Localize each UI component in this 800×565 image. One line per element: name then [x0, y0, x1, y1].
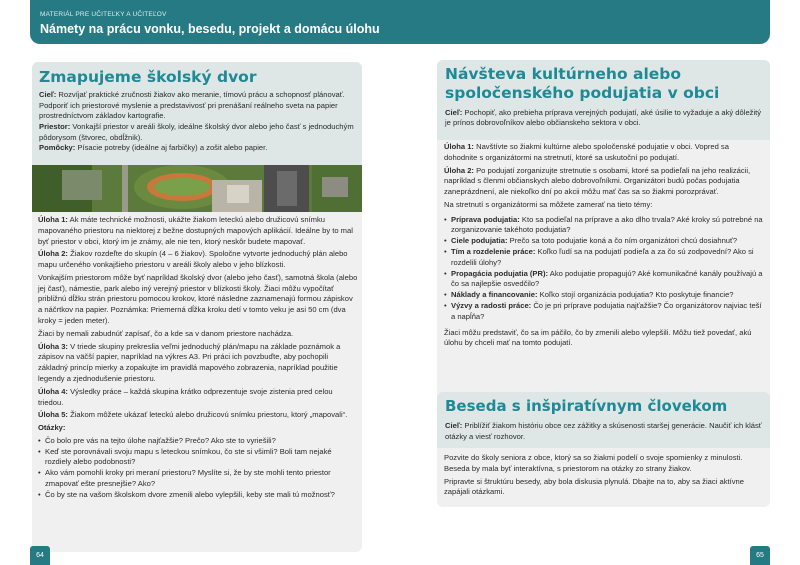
event-intro: Na stretnutí s organizátormi sa môžete zamerať na tieto témy: [444, 199, 653, 209]
task-2: Úloha 2: Žiakov rozdeľte do skupín (4 – 6 žiakov). Spoločne vytvorte jednoduchý plán alebo mapu určeného vonkajšieho priestoru v areáli školy alebo v jeho blízkosti. [38, 249, 348, 270]
schoolyard-space: Priestor: Vonkajší priestor v areáli školy, ideálne školský dvor alebo jeho časť s jednoduchým pôdorysom (štvorec, obdĺžnik). [39, 121, 354, 142]
talk-para-1: Pozvite do školy seniora z obce, ktorý sa so žiakmi podelí o svoje spomienky z minulosti. Beseda by mala byť interaktívna, s priestorom na otázky zo strany žiakov. [444, 453, 743, 473]
header-banner [30, 0, 770, 44]
event-goal: Cieľ: Pochopiť, ako prebieha príprava verejných podujatí, aké úsilie to vyžaduje a aký dôležitý je prínos dobrovoľníkov alebo občianskeho sektora v obci. [445, 107, 762, 128]
event-task-1: Úloha 1: Navštívte so žiakmi kultúrne alebo spoločenské podujatie v obci. Vopred sa dohodnite s organizátormi na stretnutí, ktoré sa uskutoční po podujatí. [444, 142, 729, 162]
page-number-right: 65 [750, 546, 770, 565]
event-body [444, 142, 764, 351]
schoolyard-title: Zmapujeme školský dvor [39, 68, 257, 86]
question-item: • Čo bolo pre vás na tejto úlohe najťažšie? Prečo? Ako ste to vyriešili? [38, 436, 358, 447]
question-item: • Čo by ste na vašom školskom dvore zmenili alebo vylepšili, keby ste mali tú možnosť? [38, 490, 358, 501]
event-topics [444, 215, 764, 323]
header-kicker: MATERIÁL PRE UČITEĽKY A UČITEĽOV [40, 11, 167, 18]
event-topic: • Výzvy a radosti práce: Čo je pri príprave podujatia najťažšie? Čo organizátorov najviac teší a napĺňa? [444, 301, 764, 323]
questions-label: Otázky: [38, 423, 66, 433]
task-1: Úloha 1: Ak máte technické možnosti, ukážte žiakom leteckú alebo družicovú snímku mapovaného priestoru na niektorej z bežne dostupných mapových aplikácií. Ideálne by to mal byť priestor v obci, ktorý im je známy, ale nie ten, ktorý neskôr budete mapovať. [38, 215, 353, 246]
event-title: Návšteva kultúrneho alebo spoločenského podujatia v obci [445, 65, 720, 103]
talk-card-head [437, 392, 770, 448]
task-5: Úloha 5: Žiakom môžete ukázať leteckú alebo družicovú snímku priestoru, ktorý „mapovali“. [38, 410, 348, 420]
event-topic: • Ciele podujatia: Prečo sa toto podujatie koná a čo ním organizátori chcú dosiahnuť? [444, 236, 764, 247]
talk-para-2: Pripravte si štruktúru besedy, aby bola diskusia plynulá. Dbajte na to, aby sa žiaci aktívne zapájali otázkami. [444, 476, 744, 497]
talk-body [444, 453, 764, 500]
task-4: Úloha 4: Výsledky práce – každá skupina krátko odprezentuje svoje zistenia pred celou triedou. [38, 386, 333, 407]
event-card-head [437, 60, 770, 140]
event-outro: Žiaci môžu predstaviť, čo sa im páčilo, čo by zmenili alebo vylepšili. Môžu tiež povedať, akú úlohu by chceli mať na tomto podujatí. [444, 327, 752, 348]
task-2-detail: Vonkajším priestorom môže byť napríklad školský dvor (alebo jeho časť), samotná škola (alebo jej časť), námestie, park alebo iný verejný priestor v blízkosti školy. Žiaci môžu vypočítať približnú dĺžku strán priestoru pomocou krokov, ktoré následne zaznamenajú formou zápiskov a náčrtkov na papier. Poznámka: Priemerná dĺžka kroku detí v tomto veku je asi 50 cm (dva kroky = jeden meter). [38, 272, 358, 326]
schoolyard-card-head [32, 62, 362, 165]
event-topic: • Tím a rozdelenie práce: Koľko ľudí sa na podujatí podieľa a za čo sú zodpovední? Ako si rozdelili úlohy? [444, 247, 764, 269]
event-topic: • Príprava podujatia: Kto sa podieľal na príprave a ako dlho trvala? Aké kroky sú potrebné na zorganizovanie takéhoto podujatia? [444, 215, 764, 237]
header-title: Námety na prácu vonku, besedu, projekt a domácu úlohu [40, 22, 380, 36]
task-3: Úloha 3: V triede skupiny prekreslia veľmi jednoduchý plán/mapu na základe poznámok a zápisov na väčší papier, napríklad na výkres A3. Pri práci ich povzbuďte, aby pochopili základný princíp mierky a zopakujte im pravidlá mapového zobrazenia, napríklad použitie legendy a zjednodušenie priestoru. [38, 341, 341, 383]
schoolyard-tools: Pomôcky: Písacie potreby (ideálne aj farbičky) a zošit alebo papier. [39, 143, 268, 153]
event-topic: • Náklady a financovanie: Koľko stojí organizácia podujatia? Kto poskytuje financie? [444, 290, 764, 301]
task-2-note: Žiaci by nemali zabudnúť zapísať, čo a kde sa v danom priestore nachádza. [38, 328, 294, 338]
event-task-2: Úloha 2: Po podujatí zorganizujte stretnutie s osobami, ktoré sa podieľali na jeho realizácii, napríklad s členmi občianskych alebo dobrovoľníkmi. Organizátori budú počas podujatia zaneprázdnení, ale niekoľko dní po akcii môžu mať čas sa so žiakmi porozprávať. [444, 165, 751, 197]
page-number-left: 64 [30, 546, 50, 565]
event-topic: • Propagácia podujatia (PR): Ako podujatie propagujú? Aké komunikačné kanály používajú a čo sa najlepšie osvedčilo? [444, 269, 764, 291]
schoolyard-body [38, 215, 358, 501]
talk-goal: Cieľ: Priblížiť žiakom históriu obce cez zážitky a skúsenosti staršej generácie. Naučiť ich klásť otázky a viesť rozhovor. [445, 421, 762, 441]
talk-title: Beseda s inšpiratívnym človekom [445, 397, 728, 415]
schoolyard-goal: Cieľ: Rozvíjať praktické zručnosti žiakov ako meranie, tímovú prácu a schopnosť plánovať. Podporiť ich priestorové myslenie a predstavivosť pri prenášaní reálneho sveta na papier prostredníctvom základov kartografie. [39, 90, 345, 121]
questions-list [38, 436, 358, 501]
question-item: • Keď ste porovnávali svoju mapu s leteckou snímkou, čo ste si všimli? Boli tam nejaké rozdiely alebo podobnosti? [38, 447, 358, 469]
question-item: • Ako vám pomohli kroky pri meraní priestoru? Myslíte si, že by ste mohli tento priestor zmapovať ešte presnejšie? Ako? [38, 468, 358, 490]
aerial-photo [32, 165, 362, 212]
